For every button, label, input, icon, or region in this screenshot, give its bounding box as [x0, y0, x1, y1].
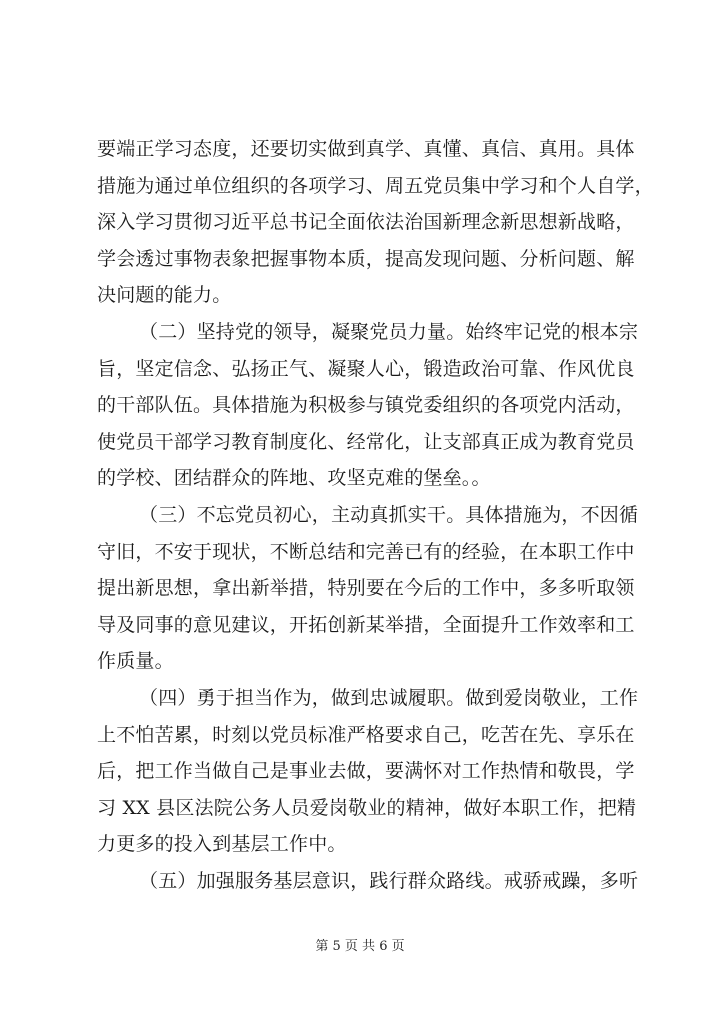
paragraph-heading-2: （二）坚持党的领导，凝聚党员力量。始终牢记党的根本宗: [139, 320, 639, 343]
text-line: 力更多的投入到基层工作中。: [97, 833, 347, 856]
text-line: 的干部队伍。具体措施为积极参与镇党委组织的各项党内活动，: [97, 394, 635, 417]
text-line: 决问题的能力。: [97, 284, 232, 307]
text-line: 守旧，不安于现状，不断总结和完善已有的经验，在本职工作中: [97, 540, 635, 563]
document-body: [97, 131, 654, 899]
text-line: 的学校、团结群众的阵地、攻坚克难的堡垒。。: [97, 467, 491, 490]
text-line: 导及同事的意见建议，开拓创新某举措，全面提升工作效率和工: [97, 613, 635, 636]
text-line: 作质量。: [97, 650, 174, 673]
paragraph-heading-3: （三）不忘党员初心，主动真抓实干。具体措施为，不因循: [139, 503, 639, 526]
text-line: 深入学习贯彻习近平总书记全面依法治国新理念新思想新战略，: [97, 211, 635, 234]
text-line: 上不怕苦累，时刻以党员标准严格要求自己，吃苦在先、享乐在: [97, 723, 635, 746]
paragraph-heading-5: （五）加强服务基层意识，践行群众路线。戒骄戒躁，多听: [139, 869, 639, 892]
text-line: 习 XX 县区法院公务人员爱岗敬业的精神，做好本职工作，把精: [97, 796, 637, 819]
paragraph-heading-4: （四）勇于担当作为，做到忠诚履职。做到爱岗敬业，工作: [139, 686, 639, 709]
text-line: 后，把工作当做自己是事业去做，要满怀对工作热情和敬畏，学: [97, 760, 635, 783]
page-number-footer: 第 5 页 共 6 页: [315, 939, 405, 954]
text-line: 措施为通过单位组织的各项学习、周五党员集中学习和个人自学，: [97, 174, 654, 197]
text-line: 学会透过事物表象把握事物本质，提高发现问题、分析问题、解: [97, 247, 635, 270]
text-line: 使党员干部学习教育制度化、经常化，让支部真正成为教育党员: [97, 430, 635, 453]
text-line: 提出新思想，拿出新举措，特别要在今后的工作中，多多听取领: [97, 577, 635, 600]
text-line: 要端正学习态度，还要切实做到真学、真懂、真信、真用。具体: [97, 138, 635, 160]
text-line: 旨，坚定信念、弘扬正气、凝聚人心，锻造政治可靠、作风优良: [97, 357, 635, 380]
